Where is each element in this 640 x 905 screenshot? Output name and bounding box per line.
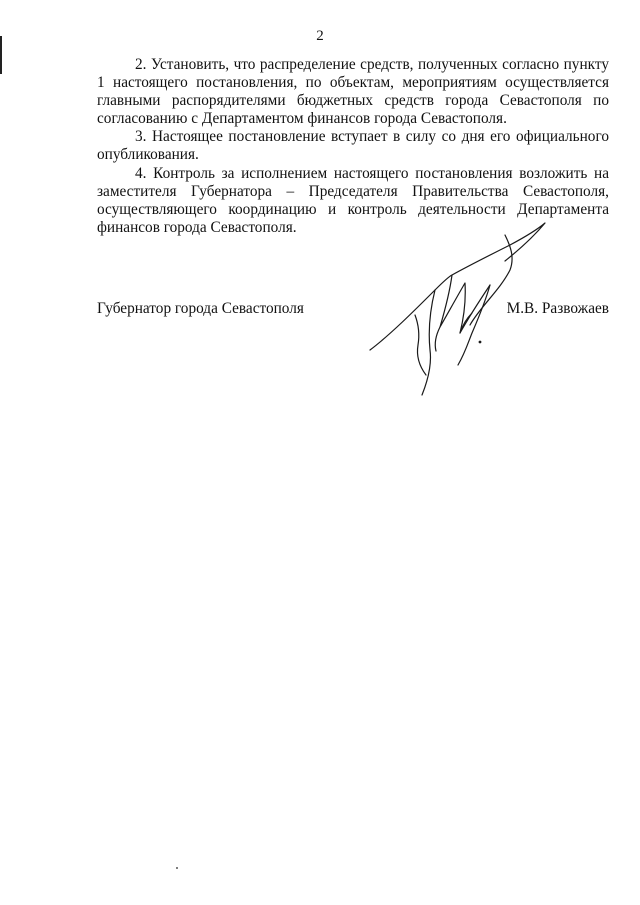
paragraph-3: 3. Настоящее постановление вступает в силу со дня его официального опубликования. (97, 128, 609, 164)
scan-dust-dot (176, 867, 178, 869)
scan-margin-mark (0, 36, 2, 74)
page-number: 2 (316, 28, 324, 44)
handwritten-signature (360, 215, 550, 405)
signatory-name: М.В. Развожаев (506, 300, 609, 317)
document-body (97, 56, 609, 237)
paragraph-4: 4. Контроль за исполнением настоящего постановления возложить на заместителя Губернатора – Председателя Правительства Севастополя, осуществляющего координацию и контроль деятельности Департамента финансов города Севастополя. (97, 164, 609, 236)
signatory-position: Губернатор города Севастополя (97, 300, 304, 317)
paragraph-2: 2. Установить, что распределение средств, полученных согласно пункту 1 настоящего постановления, по объектам, мероприятиям осуществляется главными распорядителями бюджетных средств города Севастополя по согласованию с Департаментом финансов города Севастополя. (97, 56, 609, 128)
